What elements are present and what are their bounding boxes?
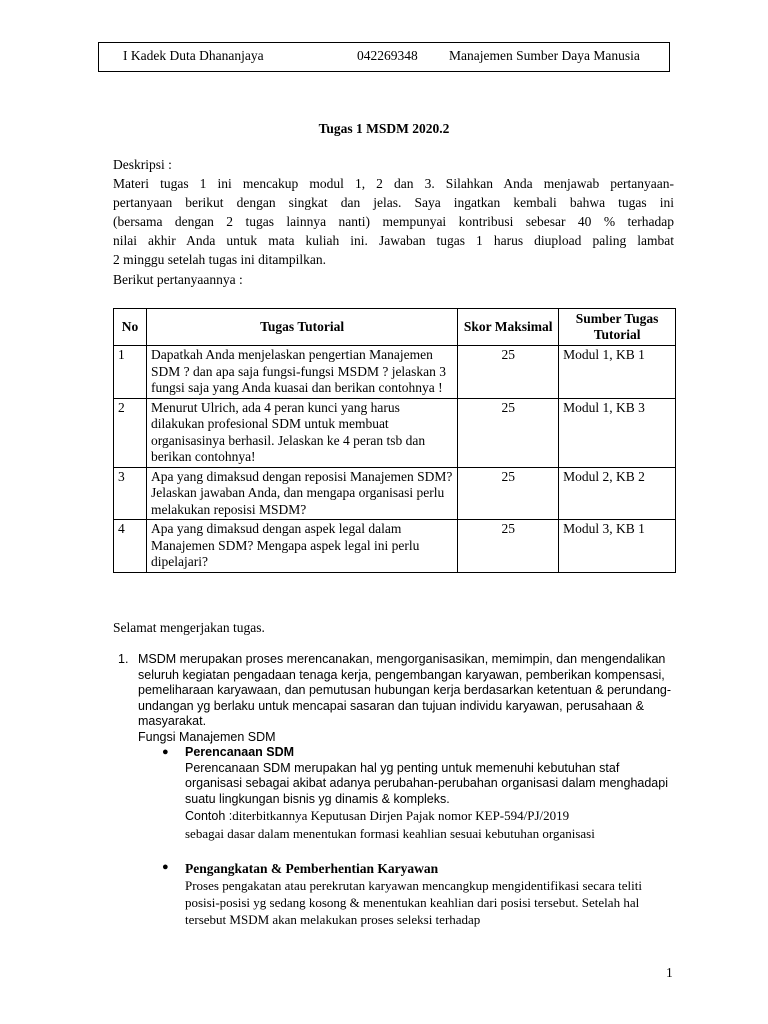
- bullet-text: Proses pengakatan atau perekrutan karyawan mencangkup mengidentifikasi secara teliti posisi-posisi yg sedang kosong & menentukan keahlian dari posisi tersebut. Setelah hal tersebut MSDM akan melakukan proses seleksi terhadap: [185, 877, 642, 927]
- header-task: Tugas Tutorial: [146, 309, 457, 346]
- row-no: 2: [114, 398, 147, 467]
- example-prefix: Contoh :: [185, 809, 233, 823]
- bullet-item: [138, 745, 678, 842]
- page-title: Tugas 1 MSDM 2020.2: [318, 121, 450, 136]
- row-score: 25: [458, 398, 559, 467]
- bullet-icon: ●: [162, 860, 169, 873]
- answer-body: [138, 652, 678, 928]
- description-paragraph: [113, 174, 674, 269]
- page-number: 1: [666, 965, 673, 980]
- questions-intro: Berikut pertanyaannya :: [113, 272, 243, 287]
- row-source: Modul 1, KB 3: [559, 398, 676, 467]
- study-program: Manajemen Sumber Daya Manusia: [449, 48, 640, 63]
- row-task: Dapatkah Anda menjelaskan pengertian Manajemen SDM ? dan apa saja fungsi-fungsi MSDM ? jelaskan 3 fungsi saja yang Anda kuasai dan berikan contohnya !: [146, 346, 457, 399]
- row-source: Modul 1, KB 1: [559, 346, 676, 399]
- table-row: [114, 467, 676, 520]
- row-task: Apa yang dimaksud dengan reposisi Manajemen SDM? Jelaskan jawaban Anda, dan mengapa organisasi perlu melakukan reposisi MSDM?: [146, 467, 457, 520]
- bullet-item: [138, 860, 678, 928]
- row-no: 1: [114, 346, 147, 399]
- functions-title: Fungsi Manajemen SDM: [138, 729, 276, 744]
- closing-text: Selamat mengerjakan tugas.: [113, 620, 265, 635]
- description-line: (bersama dengan 2 tugas lainnya nanti) mempunyai kontribusi sebesar 40 % terhadap: [113, 214, 674, 229]
- task-table: [113, 308, 676, 573]
- description-line: nilai akhir Anda untuk mata kuliah ini. Jawaban tugas 1 harus diupload paling lambat: [113, 233, 674, 248]
- row-source: Modul 2, KB 2: [559, 467, 676, 520]
- description-label: Deskripsi :: [113, 157, 172, 172]
- table-row: [114, 346, 676, 399]
- table-row: [114, 398, 676, 467]
- table-row: [114, 520, 676, 573]
- row-no: 3: [114, 467, 147, 520]
- bullet-heading: Perencanaan SDM: [185, 745, 295, 759]
- row-no: 4: [114, 520, 147, 573]
- example-continued: sebagai dasar dalam menentukan formasi keahlian sesuai kebutuhan organisasi: [185, 825, 595, 841]
- description-line: pertanyaan berikut dengan singkat dan jelas. Saya ingatkan kembali bahwa tugas ini: [113, 195, 674, 210]
- row-task: Apa yang dimaksud dengan aspek legal dalam Manajemen SDM? Mengapa aspek legal ini perlu dipelajari?: [146, 520, 457, 573]
- row-score: 25: [458, 520, 559, 573]
- description-line: Materi tugas 1 ini mencakup modul 1, 2 dan 3. Silahkan Anda menjawab pertanyaan-: [113, 176, 674, 191]
- table-header-row: [114, 309, 676, 346]
- answer-definition: MSDM merupakan proses merencanakan, mengorganisasikan, memimpin, dan mengendalikan seluruh kegiatan pengadaan tenaga kerja, pengembangan karyawan, pemberikan kompensasi, pemeliharaan karyawaan, dan pemutusan hubungan kerja berdasarkan ketentuan & perundang-undangan yg berlaku untuk mencapai sasaran dan tujuan individu karyawan, perusahaan & masyarakat.: [138, 652, 672, 728]
- row-source: Modul 3, KB 1: [559, 520, 676, 573]
- header-box: [98, 42, 670, 72]
- bullet-text: Perencanaan SDM merupakan hal yg penting untuk memenuhi kebutuhan staf organisasi sebagai akibat adanya perubahan-perubahan organisasi dalam menghadapi suatu lingkungan bisnis yg dinamis & kompleks.: [185, 760, 668, 806]
- example-text: diterbitkannya Keputusan Dirjen Pajak nomor KEP-594/PJ/2019: [232, 808, 570, 823]
- description-line: 2 minggu setelah tugas ini ditampilkan.: [113, 252, 326, 267]
- header-score: Skor Maksimal: [458, 309, 559, 346]
- row-score: 25: [458, 467, 559, 520]
- author-name: I Kadek Duta Dhananjaya: [123, 48, 264, 63]
- header-source: Sumber Tugas Tutorial: [559, 309, 676, 346]
- student-id: 042269348: [357, 48, 418, 63]
- bullet-heading: Pengangkatan & Pemberhentian Karyawan: [185, 860, 439, 876]
- row-task: Menurut Ulrich, ada 4 peran kunci yang harus dilakukan profesional SDM untuk membuat organisasinya berhasil. Jelaskan ke 4 peran tsb dan berikan contohnya!: [146, 398, 457, 467]
- bullet-example: [185, 807, 678, 825]
- row-score: 25: [458, 346, 559, 399]
- answer-number: 1.: [118, 652, 129, 666]
- bullet-icon: ●: [162, 746, 169, 758]
- header-no: No: [114, 309, 147, 346]
